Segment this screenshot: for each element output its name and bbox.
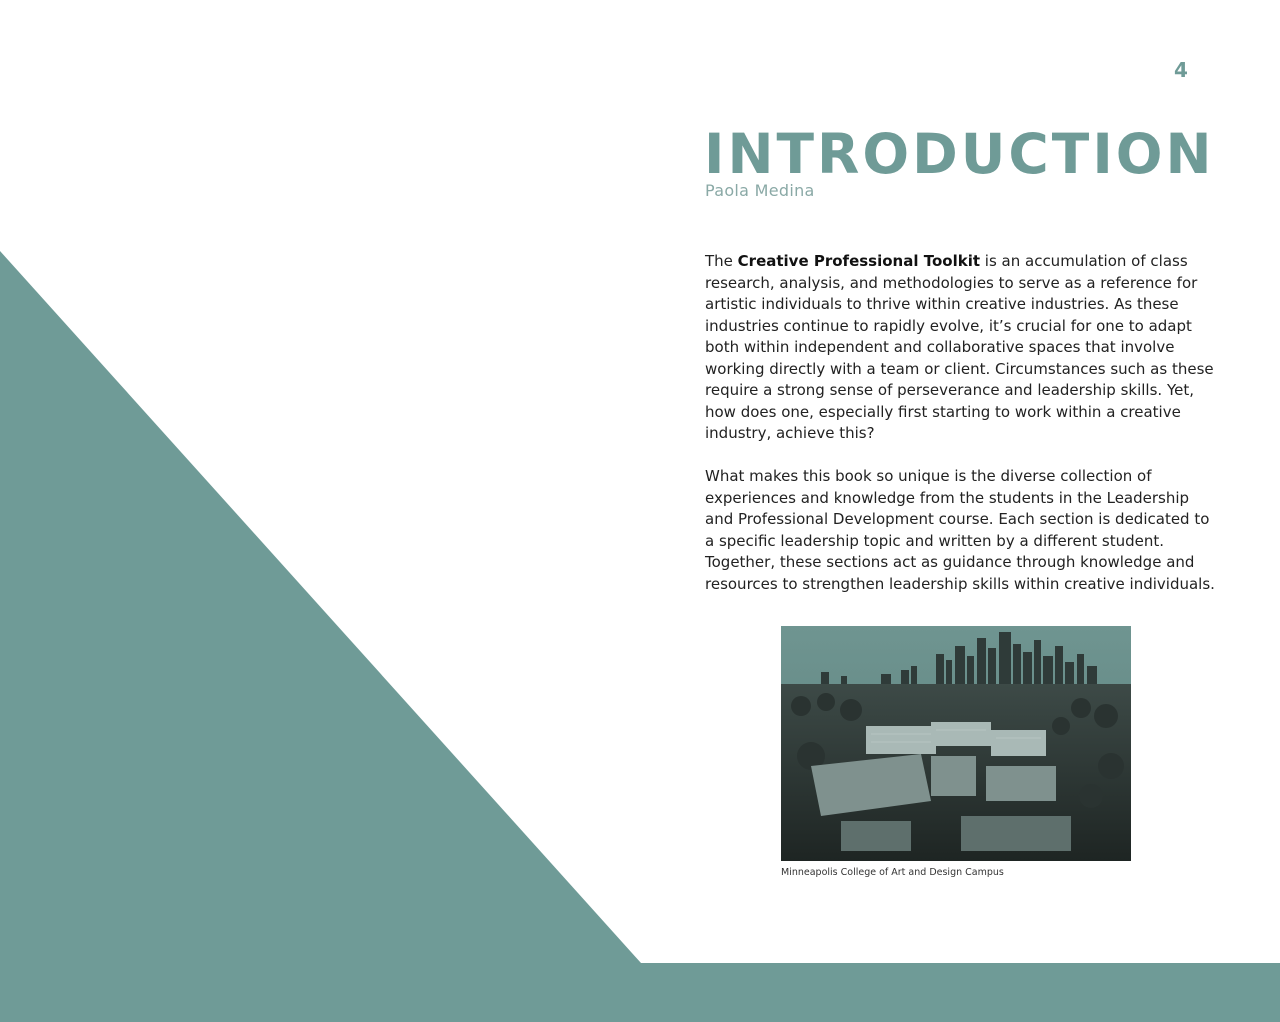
page-title: INTRODUCTION [704, 122, 1215, 186]
photo-caption: Minneapolis College of Art and Design Campus [781, 867, 1004, 878]
page-number: 4 [1174, 58, 1188, 82]
paragraph-2: What makes this book so unique is the diverse collection of experiences and knowledge from the students in the Leadership and Professional Development course. Each section is dedicated to a specific leadership topic and written by a different student. Together, these sections act as guidance through knowledge and resources to strengthen leadership skills within creative individuals. [705, 467, 1215, 593]
paragraph-1-rest: is an accumulation of class research, analysis, and methodologies to serve as a reference for artistic individuals to thrive within creative industries. As these industries continue to rapidly evolve, it’s crucial for one to adapt both within independent and collaborative spaces that involve working directly with a team or client. Circumstances such as these require a strong sense of perseverance and leadership skills. Yet, how does one, especially first starting to work within a creative industry, achieve this? [705, 252, 1214, 442]
campus-photo [781, 626, 1131, 861]
decorative-bottom-band [0, 963, 1280, 1022]
campus-photo-illustration [781, 626, 1131, 861]
paragraph-1 [705, 251, 1221, 445]
body-text [705, 251, 1221, 617]
toolkit-name: Creative Professional Toolkit [737, 252, 981, 270]
paragraph-1-intro: The [705, 252, 738, 270]
author-name: Paola Medina [705, 181, 815, 200]
